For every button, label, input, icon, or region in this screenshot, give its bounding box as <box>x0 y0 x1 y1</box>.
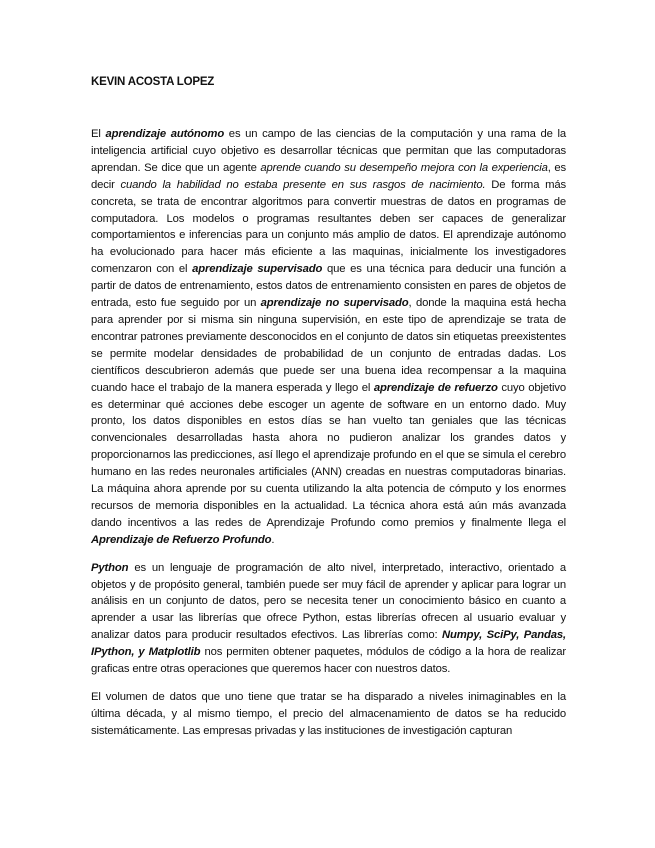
emphasis-run: aprendizaje autónomo <box>105 128 225 140</box>
paragraph-data-volume <box>91 689 566 740</box>
text-run: El <box>91 128 106 140</box>
text-run: es un campo de las ciencias de la computación y una rama de la inteligencia artificial cuyo objetivo es desarrollar técnicas que permitan que las computadoras aprendan. Se dice que un agente <box>91 128 566 174</box>
emphasis-run: aprendizaje supervisado <box>192 263 323 276</box>
paragraph-machine-learning <box>91 126 566 549</box>
text-run: De forma más concreta, se trata de encontrar algoritmos para convertir muestras de datos en programas de computadora. Los modelos o programas resultantes deben ser capaces de generalizar comportamientos e inferencias para un conjunto más amplio de datos. El aprendizaje autónomo ha evolucionado para hacer más eficiente a las maquinas, inicialmente los investigadores comenzaron con el <box>91 178 566 276</box>
text-run: , es decir <box>91 161 567 191</box>
emphasis-run: Numpy, SciPy, Pandas, IPython, y Matplotlib <box>91 629 566 659</box>
emphasis-run: Aprendizaje de Refuerzo Profundo <box>91 533 272 546</box>
document-body <box>91 126 566 751</box>
emphasis-run: aprendizaje no supervisado <box>260 297 409 310</box>
text-run: que es una técnica para deducir una función a partir de datos de entrenamiento, estos datos de entrenamiento consisten en pares de objetos de entrada, esto fue seguido por un <box>91 263 567 310</box>
emphasis-run: aprende cuando su desempeño mejora con la experiencia <box>260 161 548 174</box>
paragraph-python <box>91 560 566 678</box>
text-run: , donde la maquina está hecha para aprender por si misma sin ninguna supervisión, en este tipo de aprendizaje se trata de encontrar patrones previamente desconocidos en el conjunto de datos sin etiquetas preexistentes se permite modelar densidades de probabilidad de un conjunto de entradas dadas. Los científicos descubrieron además que puede ser una buena idea recompensar a la maquina cuando hace el trabajo de la manera esperada y llego el <box>91 297 566 394</box>
emphasis-run: Python <box>91 561 129 574</box>
emphasis-run: aprendizaje de refuerzo <box>373 381 498 394</box>
text-run: nos permiten obtener paquetes, módulos de código a la hora de realizar graficas entre otras operaciones que queremos hacer con nuestros datos. <box>91 646 567 676</box>
text-run: cuyo objetivo es determinar qué acciones debe escoger un agente de software en un entorno dado. Muy pronto, los datos disponibles en estos días se han vuelto tan geniales que las técnicas convencionales desarrolladas hasta ahora no pudieron analizar los grandes datos y proporcionarnos las predicciones, así llego el aprendizaje profundo en el que se simula el cerebro humano en las redes neuronales artificiales (ANN) creadas en nuestras computadoras binarias. La máquina ahora aprende por su cuenta utilizando la alta potencia de cómputo y los enormes recursos de memoria disponibles en la actualidad. La técnica ahora está aún más avanzada dando incentivos a las redes de Aprendizaje Profundo como premios y finalmente llega el <box>91 381 566 529</box>
text-run: El volumen de datos que uno tiene que tratar se ha disparado a niveles inimaginables en la última década, y al mismo tiempo, el precio del almacenamiento de datos se ha reducido sistemáticamente. Las empresas privadas y las instituciones de investigación capturan <box>91 691 566 737</box>
text-run: . <box>271 533 275 546</box>
text-run: es un lenguaje de programación de alto nivel, interpretado, interactivo, orientado a objetos y de propósito general, también puede ser muy fácil de aprender y aplicar para lograr un análisis en un conjunto de datos, pero se necesita tener un conocimiento básico en cuanto a aprender a usar las librerías que ofrece Python, estas librerías ofrecen al usuario evaluar y analizar datos para producir resultados efectivos. Las librerías como: <box>91 561 566 642</box>
emphasis-run: cuando la habilidad no estaba presente en sus rasgos de nacimiento. <box>120 178 486 191</box>
author-name: KEVIN ACOSTA LOPEZ <box>91 76 215 88</box>
